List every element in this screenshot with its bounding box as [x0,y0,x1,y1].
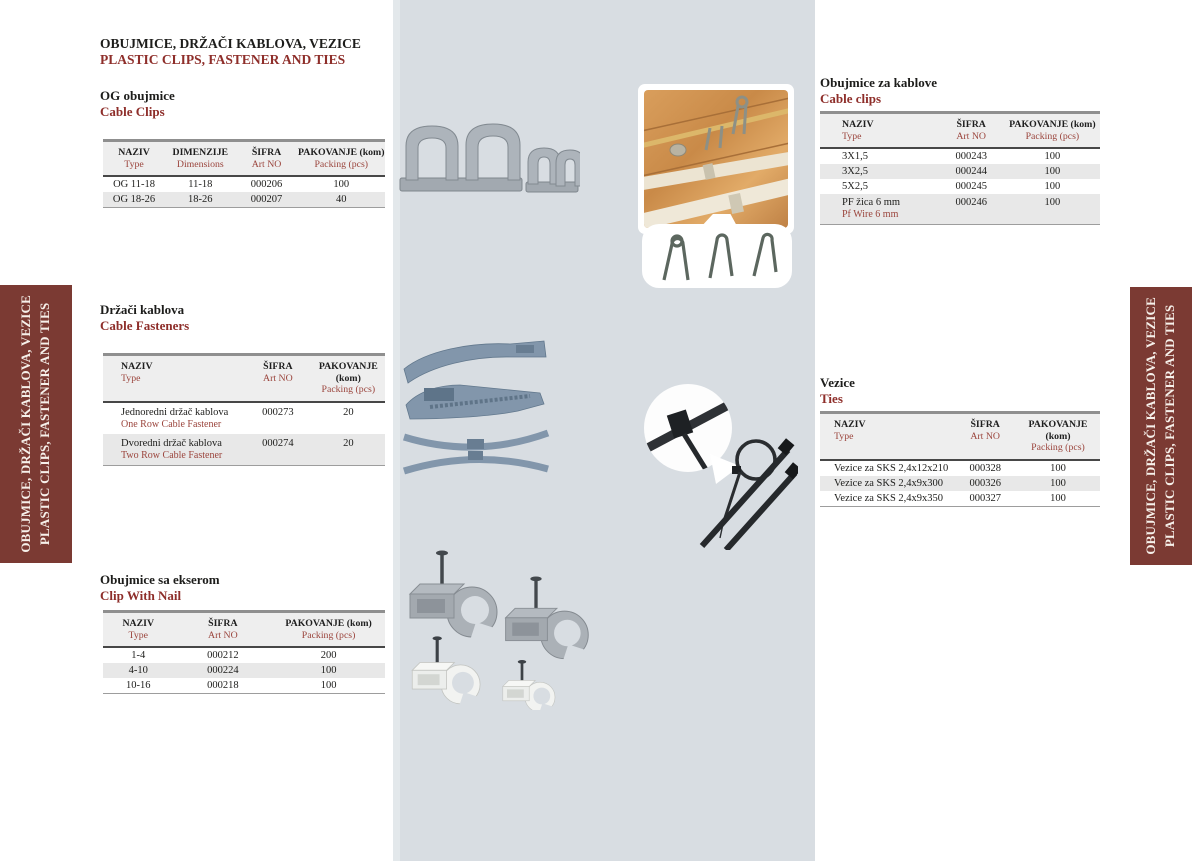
cell-naziv: OG 11-18 [113,179,155,190]
vezice-table-header [820,414,1100,461]
right-tab-text-wrap [1130,287,1192,565]
header-sublabel: Packing (pcs) [314,158,369,170]
vezice-th-sifra [954,419,1016,454]
header-sublabel: Art NO [208,629,238,641]
cell-naziv: 3X1,5 [842,151,868,162]
kablove-th-naziv [820,119,938,142]
cell-pak: 100 [1050,462,1066,474]
cell-naziv: 1-4 [131,650,146,661]
header-label: PAKOVANJE (kom) [1009,119,1096,130]
cell-naziv: Vezice za SKS 2,4x9x300 [834,477,944,489]
cell-naziv: 3X2,5 [842,166,868,177]
kablove-th-sifra [938,119,1005,142]
header-sublabel: Art NO [263,372,293,384]
ekser-th-pak [272,618,385,641]
header-label: NAZIV [842,119,874,130]
header-label: PAKOVANJE (kom) [285,618,372,629]
cell-pak: 20 [343,406,354,418]
cell-pak: 100 [1050,492,1066,504]
header-sublabel: Type [124,158,144,170]
header-sublabel: Art NO [970,430,1001,442]
header-sublabel: Art NO [956,130,987,142]
cell-naziv: Vezice za SKS 2,4x9x350 [834,492,944,504]
drzaci-th-pak [312,361,385,396]
left-tab-line2: PLASTIC CLIPS, FASTENER AND TIES [37,302,53,546]
cell-naziv: Vezice za SKS 2,4x12x210 [834,462,949,474]
header-label: ŠIFRA [208,618,238,629]
header-sublabel: Packing (pcs) [1031,442,1085,453]
drzaci-title-en: Cable Fasteners [100,317,190,333]
table-row [820,491,1100,506]
cell-sifra: 000207 [250,194,283,205]
cell-dim: 11-18 [188,179,213,190]
cell-pak: 40 [336,194,347,205]
cell-naziv: 10-16 [126,680,151,691]
cell-naziv-en: Pf Wire 6 mm [842,209,899,220]
table-row [103,663,385,678]
cell-naziv-sr: Dvoredni držač kablova [121,437,222,449]
table-row [820,476,1100,491]
table-row [103,192,385,207]
cell-pak: 100 [1044,197,1061,208]
table-row [103,648,385,663]
cell-pak: 100 [1050,477,1066,489]
right-tab-line1: OBUJMICE, DRŽAČI KABLOVA, VEZICE [1143,297,1159,555]
cell-naziv-en: One Row Cable Fastener [121,418,222,430]
left-tab-vertical-text [17,295,55,553]
cell-sifra: 000326 [969,477,1001,489]
header-label: ŠIFRA [970,419,1000,430]
header-sublabel: Type [842,130,862,142]
header-label: NAZIV [834,419,866,430]
cell-sifra: 000224 [207,665,239,676]
drzaci-title-sr: Držači kablova [100,302,185,317]
left-tab-line1: OBUJMICE, DRŽAČI KABLOVA, VEZICE [18,295,34,553]
section-title-drzaci [100,302,189,333]
table-row [820,149,1100,164]
vezice-title-en: Ties [820,390,843,406]
og-th-dim [165,147,236,170]
cell-naziv-sr: Jednoredni držač kablova [121,406,229,418]
header-sublabel: Art NO [251,158,282,170]
vezice-th-naziv [820,419,954,454]
cell-pak: 100 [1044,166,1061,177]
table-row [820,164,1100,179]
og-table [103,139,385,208]
header-label: PAKOVANJE (kom) [318,361,378,384]
cell-sifra: 000327 [969,492,1001,504]
cell-pak: 100 [320,680,337,691]
right-tab-line2: PLASTIC CLIPS, FASTENER AND TIES [1162,304,1178,548]
table-row [103,434,385,465]
drzaci-table [103,353,385,466]
cell-naziv-en: Two Row Cable Fastener [121,449,223,461]
table-row [103,678,385,693]
page-title-en: PLASTIC CLIPS, FASTENER AND TIES [100,52,346,68]
clip-with-nail-product-image [402,550,592,710]
section-title-vezice [820,375,855,406]
og-table-header [103,142,385,177]
table-row [820,194,1100,224]
header-label: ŠIFRA [263,361,293,372]
cell-pak: 100 [333,179,350,190]
cell-naziv-sr: PF žica 6 mm [842,197,901,208]
ekser-title-sr: Obujmice sa ekserom [100,572,220,587]
page-title-sr: OBUJMICE, DRŽAČI KABLOVA, VEZICE [100,36,361,51]
cable-fasteners-product-image [398,333,554,479]
vezice-title-sr: Vezice [820,375,855,390]
og-th-naziv [103,147,165,170]
og-title-en: Cable Clips [100,103,165,119]
og-title-sr: OG obujmice [100,88,175,103]
cell-sifra: 000206 [250,179,283,190]
page-title [100,36,361,69]
cable-ties-product-image [638,378,798,550]
header-sublabel: Packing (pcs) [1025,130,1080,142]
header-label: NAZIV [122,618,155,629]
header-label: NAZIV [121,361,153,372]
section-title-kablove [820,75,937,106]
drzaci-table-header [103,356,385,403]
table-row [820,461,1100,476]
ekser-th-sifra [174,618,273,641]
cell-sifra: 000274 [262,437,294,449]
ekser-th-naziv [103,618,174,641]
section-title-ekser [100,572,220,603]
cell-pak: 20 [343,437,354,449]
cell-naziv: OG 18-26 [112,194,156,205]
header-sublabel: Type [128,629,148,641]
og-cable-clips-product-image [398,116,580,202]
cell-dim: 18-26 [188,194,213,205]
cell-naziv [103,406,244,432]
table-row [103,403,385,434]
cell-sifra: 000244 [955,166,987,177]
og-th-pak [298,147,385,170]
header-sublabel: Dimensions [176,158,224,170]
header-label: ŠIFRA [956,119,986,130]
vezice-th-pak [1016,419,1100,454]
header-sublabel: Type [834,430,854,442]
cell-sifra: 000218 [207,680,239,691]
ekser-table-header [103,613,385,648]
cell-sifra: 000273 [262,406,294,418]
cell-naziv [103,437,244,463]
header-label: ŠIFRA [251,147,282,158]
vezice-table [820,411,1100,507]
table-row [820,179,1100,194]
kablove-title-sr: Obujmice za kablove [820,75,937,90]
kablove-table [820,111,1100,225]
header-label: PAKOVANJE (kom) [1028,419,1088,442]
cell-naziv [820,196,938,222]
installed-clips-photo [638,84,794,234]
kablove-th-pak [1005,119,1100,142]
cell-pak: 200 [320,650,337,661]
header-label: PAKOVANJE (kom) [298,147,385,158]
cell-pak: 100 [1044,151,1061,162]
cell-sifra: 000212 [207,650,239,661]
header-label: NAZIV [118,147,150,158]
cell-sifra: 000246 [955,197,987,208]
kablove-title-en: Cable clips [820,90,882,106]
cell-sifra: 000328 [969,462,1001,474]
right-tab-vertical-text [1142,297,1180,555]
header-sublabel: Type [121,372,141,384]
kablove-table-header [820,114,1100,149]
cell-pak: 100 [1044,181,1061,192]
left-edge-tab [0,285,72,563]
ekser-table [103,610,385,694]
header-sublabel: Packing (pcs) [301,629,356,641]
header-sublabel: Packing (pcs) [321,384,376,395]
table-row [103,177,385,192]
cell-naziv: 5X2,5 [842,181,868,192]
header-label: DIMENZIJE [172,147,229,158]
section-title-og [100,88,175,119]
cell-naziv: 4-10 [128,665,148,676]
cell-sifra: 000245 [955,181,987,192]
cell-sifra: 000243 [955,151,987,162]
drzaci-th-sifra [244,361,312,396]
og-th-sifra [236,147,298,170]
ekser-title-en: Clip With Nail [100,587,182,603]
cell-pak: 100 [320,665,337,676]
right-edge-tab [1130,287,1192,565]
drzaci-th-naziv [103,361,244,396]
pf-wire-clips-bubble-image [642,214,792,290]
left-tab-text-wrap [0,285,72,563]
